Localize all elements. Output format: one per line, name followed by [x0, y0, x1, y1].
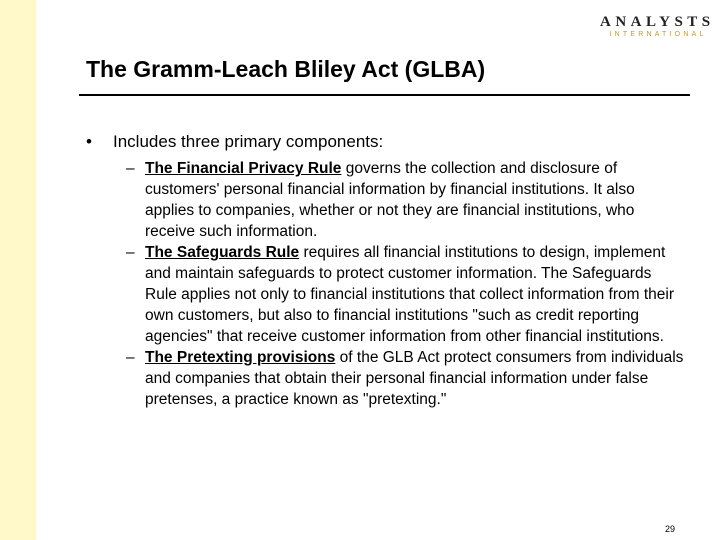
desc-financial-privacy-rule: governs the collection and disclosure of customers' personal financial information by financial institutions. It also applies to companies, whether or not they are financial institutions, who receive such information. [145, 160, 635, 240]
desc-safeguards-rule: requires all financial institutions to design, implement and maintain safeguards to protect customer information. The Safeguards Rule applies not only to financial institutions that collect information from their own customers, but also to financial institutions "such as credit reporting agencies" that receive customer information from other financial institutions. [145, 244, 674, 345]
sub-item-safeguards-rule [126, 242, 686, 347]
slide-title: The Gramm-Leach Bliley Act (GLBA) [86, 56, 486, 82]
left-accent-bar [0, 0, 36, 540]
title-divider [79, 94, 690, 96]
desc-pretexting-provisions: of the GLB Act protect consumers from individuals and companies that obtain their personal financial information under false pretenses, a practice known as "pretexting." [145, 349, 684, 408]
dash-marker: – [126, 349, 135, 366]
logo-main-text: ANALYSTS [600, 14, 715, 30]
analysts-international-logo [600, 14, 715, 39]
term-safeguards-rule: The Safeguards Rule [145, 244, 300, 261]
dash-marker: – [126, 244, 135, 261]
sub-bullet-list [126, 158, 686, 410]
term-pretexting-provisions: The Pretexting provisions [145, 349, 336, 366]
sub-item-financial-privacy-rule [126, 158, 686, 242]
logo-sub-text: INTERNATIONAL [609, 31, 707, 38]
sub-item-pretexting-provisions [126, 347, 686, 410]
level1-text: Includes three primary components: [113, 132, 384, 151]
dash-marker: – [126, 160, 135, 177]
term-financial-privacy-rule: The Financial Privacy Rule [145, 160, 342, 177]
page-number: 29 [665, 524, 676, 534]
bullet-marker: • [86, 132, 92, 151]
